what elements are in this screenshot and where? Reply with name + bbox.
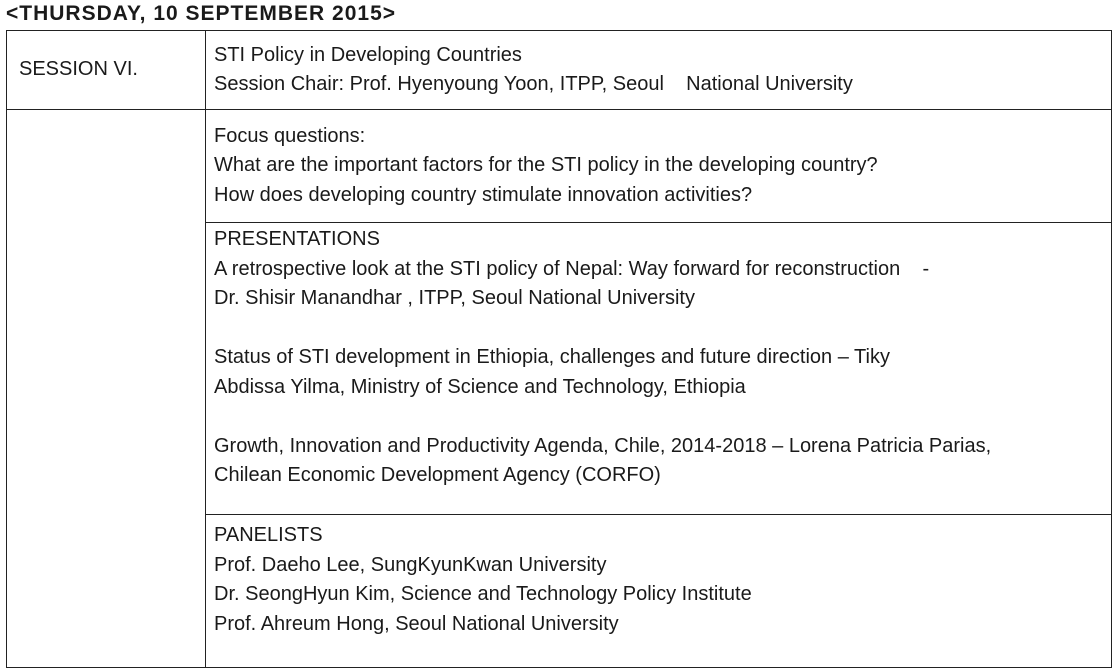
presentation-title: Status of STI development in Ethiopia, challenges and future direction – Tiky <box>214 346 890 368</box>
focus-cell <box>206 110 1112 223</box>
presentation-speaker: Dr. Shisir Manandhar , ITPP, Seoul National University <box>214 287 695 309</box>
session-label: SESSION VI. <box>7 31 206 110</box>
presentation-title: Growth, Innovation and Productivity Agenda, Chile, 2014-2018 – Lorena Patricia Parias, <box>214 434 992 457</box>
session-chair: Session Chair: Prof. Hyenyoung Yoon, ITPP, Seoul National University <box>214 73 853 95</box>
session-info <box>206 31 1112 110</box>
presentations-heading: PRESENTATIONS <box>214 228 380 250</box>
presentation-speaker: Chilean Economic Development Agency (CORFO) <box>214 464 661 486</box>
panelists-cell <box>206 515 1112 668</box>
panelists-heading: PANELISTS <box>214 524 323 546</box>
panelist-name: Prof. Ahreum Hong, Seoul National University <box>214 612 619 635</box>
date-heading: <THURSDAY, 10 SEPTEMBER 2015> <box>6 2 397 25</box>
left-empty-cell <box>7 110 206 668</box>
focus-question: How does developing country stimulate innovation activities? <box>214 183 753 206</box>
presentation-speaker: Abdissa Yilma, Ministry of Science and Technology, Ethiopia <box>214 375 746 398</box>
session-title: STI Policy in Developing Countries <box>214 43 522 66</box>
session-header-row <box>7 31 1112 110</box>
presentation-title: A retrospective look at the STI policy of Nepal: Way forward for reconstruction - <box>214 257 930 280</box>
presentations-cell <box>206 223 1112 515</box>
panelist-name: Dr. SeongHyun Kim, Science and Technology Policy Institute <box>214 583 752 605</box>
panelist-name: Prof. Daeho Lee, SungKyunKwan University <box>214 553 607 576</box>
focus-row <box>7 110 1112 223</box>
focus-heading: Focus questions: <box>214 124 366 147</box>
focus-question: What are the important factors for the STI policy in the developing country? <box>214 154 878 177</box>
session-table <box>6 30 1112 668</box>
